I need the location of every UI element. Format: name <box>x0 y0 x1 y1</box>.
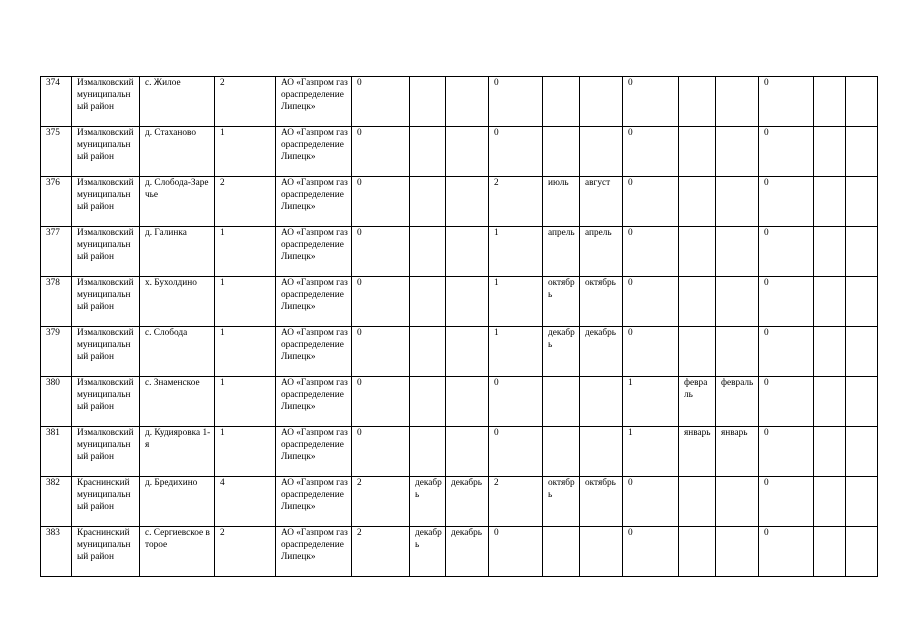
value-cell-c4: 1 <box>489 227 543 277</box>
value-cell-c10: 0 <box>759 177 814 227</box>
value-cell-c6: октябрь <box>580 477 623 527</box>
table-row <box>41 127 878 177</box>
value-cell-c2 <box>410 127 446 177</box>
value-cell-c5 <box>543 377 580 427</box>
row-number-cell: 379 <box>41 327 72 377</box>
row-number-cell: 380 <box>41 377 72 427</box>
value-cell-c12 <box>846 127 878 177</box>
table-row <box>41 377 878 427</box>
value-cell-c6 <box>580 377 623 427</box>
value-cell-c9 <box>716 227 759 277</box>
value-cell-c1: 0 <box>352 427 410 477</box>
value-cell-c4: 0 <box>489 527 543 577</box>
value-cell-c8 <box>679 127 716 177</box>
count-cell: 1 <box>215 277 276 327</box>
value-cell-c2 <box>410 427 446 477</box>
value-cell-c6 <box>580 527 623 577</box>
count-cell: 1 <box>215 427 276 477</box>
settlement-cell: с. Сергиевское второе <box>140 527 215 577</box>
value-cell-c6: август <box>580 177 623 227</box>
settlement-cell: х. Бухолдино <box>140 277 215 327</box>
value-cell-c6 <box>580 77 623 127</box>
table-row <box>41 427 878 477</box>
value-cell-c6 <box>580 127 623 177</box>
value-cell-c10: 0 <box>759 127 814 177</box>
value-cell-c9 <box>716 327 759 377</box>
value-cell-c8 <box>679 527 716 577</box>
value-cell-c8 <box>679 327 716 377</box>
row-number-cell: 381 <box>41 427 72 477</box>
value-cell-c4: 2 <box>489 177 543 227</box>
value-cell-c12 <box>846 177 878 227</box>
organization-cell: АО «Газпром газораспределение Липецк» <box>276 377 352 427</box>
row-number-cell: 383 <box>41 527 72 577</box>
value-cell-c1: 0 <box>352 227 410 277</box>
value-cell-c2: декабрь <box>410 477 446 527</box>
value-cell-c7: 0 <box>623 127 679 177</box>
value-cell-c12 <box>846 77 878 127</box>
district-cell: Измалковский муниципальный район <box>72 77 140 127</box>
value-cell-c3 <box>446 427 489 477</box>
value-cell-c11 <box>814 127 846 177</box>
row-number-cell: 382 <box>41 477 72 527</box>
settlement-cell: с. Жилое <box>140 77 215 127</box>
value-cell-c1: 0 <box>352 277 410 327</box>
count-cell: 4 <box>215 477 276 527</box>
count-cell: 2 <box>215 177 276 227</box>
settlement-cell: д. Кудияровка 1-я <box>140 427 215 477</box>
district-cell: Измалковский муниципальный район <box>72 327 140 377</box>
value-cell-c12 <box>846 327 878 377</box>
organization-cell: АО «Газпром газораспределение Липецк» <box>276 477 352 527</box>
organization-cell: АО «Газпром газораспределение Липецк» <box>276 177 352 227</box>
row-number-cell: 378 <box>41 277 72 327</box>
value-cell-c8 <box>679 277 716 327</box>
value-cell-c10: 0 <box>759 227 814 277</box>
value-cell-c8: февраль <box>679 377 716 427</box>
value-cell-c11 <box>814 277 846 327</box>
table-row <box>41 277 878 327</box>
value-cell-c8 <box>679 177 716 227</box>
settlement-cell: д. Бредихино <box>140 477 215 527</box>
value-cell-c1: 0 <box>352 377 410 427</box>
value-cell-c7: 0 <box>623 527 679 577</box>
value-cell-c4: 2 <box>489 477 543 527</box>
value-cell-c12 <box>846 227 878 277</box>
value-cell-c1: 2 <box>352 477 410 527</box>
value-cell-c11 <box>814 177 846 227</box>
value-cell-c6 <box>580 427 623 477</box>
value-cell-c5: апрель <box>543 227 580 277</box>
value-cell-c8 <box>679 77 716 127</box>
value-cell-c5: октябрь <box>543 477 580 527</box>
value-cell-c12 <box>846 377 878 427</box>
district-cell: Краснинский муниципальный район <box>72 477 140 527</box>
value-cell-c11 <box>814 477 846 527</box>
value-cell-c5: октябрь <box>543 277 580 327</box>
table-row <box>41 477 878 527</box>
value-cell-c10: 0 <box>759 277 814 327</box>
row-number-cell: 374 <box>41 77 72 127</box>
value-cell-c11 <box>814 527 846 577</box>
value-cell-c9 <box>716 477 759 527</box>
value-cell-c11 <box>814 77 846 127</box>
district-cell: Измалковский муниципальный район <box>72 177 140 227</box>
value-cell-c5 <box>543 77 580 127</box>
value-cell-c4: 1 <box>489 327 543 377</box>
value-cell-c7: 0 <box>623 277 679 327</box>
count-cell: 1 <box>215 377 276 427</box>
count-cell: 2 <box>215 527 276 577</box>
value-cell-c10: 0 <box>759 77 814 127</box>
organization-cell: АО «Газпром газораспределение Липецк» <box>276 77 352 127</box>
value-cell-c9 <box>716 527 759 577</box>
value-cell-c3 <box>446 327 489 377</box>
value-cell-c11 <box>814 427 846 477</box>
value-cell-c12 <box>846 427 878 477</box>
value-cell-c12 <box>846 277 878 327</box>
organization-cell: АО «Газпром газораспределение Липецк» <box>276 127 352 177</box>
table-row <box>41 327 878 377</box>
table-body <box>41 77 878 577</box>
organization-cell: АО «Газпром газораспределение Липецк» <box>276 327 352 377</box>
count-cell: 1 <box>215 227 276 277</box>
district-cell: Измалковский муниципальный район <box>72 227 140 277</box>
value-cell-c1: 0 <box>352 177 410 227</box>
value-cell-c1: 0 <box>352 77 410 127</box>
value-cell-c5: июль <box>543 177 580 227</box>
district-cell: Измалковский муниципальный район <box>72 127 140 177</box>
value-cell-c1: 0 <box>352 127 410 177</box>
value-cell-c10: 0 <box>759 377 814 427</box>
value-cell-c5: декабрь <box>543 327 580 377</box>
value-cell-c6: декабрь <box>580 327 623 377</box>
value-cell-c9: февраль <box>716 377 759 427</box>
value-cell-c3 <box>446 277 489 327</box>
district-cell: Измалковский муниципальный район <box>72 277 140 327</box>
value-cell-c7: 1 <box>623 427 679 477</box>
table-row <box>41 227 878 277</box>
value-cell-c11 <box>814 227 846 277</box>
district-cell: Краснинский муниципальный район <box>72 527 140 577</box>
value-cell-c4: 0 <box>489 427 543 477</box>
value-cell-c9 <box>716 277 759 327</box>
value-cell-c2 <box>410 77 446 127</box>
value-cell-c7: 0 <box>623 477 679 527</box>
count-cell: 1 <box>215 127 276 177</box>
value-cell-c3: декабрь <box>446 477 489 527</box>
value-cell-c4: 0 <box>489 377 543 427</box>
organization-cell: АО «Газпром газораспределение Липецк» <box>276 227 352 277</box>
row-number-cell: 375 <box>41 127 72 177</box>
value-cell-c4: 0 <box>489 127 543 177</box>
organization-cell: АО «Газпром газораспределение Липецк» <box>276 277 352 327</box>
value-cell-c2 <box>410 377 446 427</box>
table-row <box>41 527 878 577</box>
settlement-cell: с. Знаменское <box>140 377 215 427</box>
value-cell-c2 <box>410 227 446 277</box>
gasification-schedule-table <box>40 76 878 577</box>
settlement-cell: д. Слобода-Заречье <box>140 177 215 227</box>
value-cell-c3 <box>446 377 489 427</box>
count-cell: 2 <box>215 77 276 127</box>
table-row <box>41 77 878 127</box>
value-cell-c10: 0 <box>759 477 814 527</box>
value-cell-c3 <box>446 177 489 227</box>
value-cell-c9 <box>716 127 759 177</box>
district-cell: Измалковский муниципальный район <box>72 427 140 477</box>
row-number-cell: 376 <box>41 177 72 227</box>
value-cell-c10: 0 <box>759 327 814 377</box>
organization-cell: АО «Газпром газораспределение Липецк» <box>276 427 352 477</box>
value-cell-c2 <box>410 277 446 327</box>
value-cell-c3: декабрь <box>446 527 489 577</box>
value-cell-c10: 0 <box>759 527 814 577</box>
value-cell-c7: 0 <box>623 77 679 127</box>
value-cell-c8 <box>679 227 716 277</box>
value-cell-c2 <box>410 177 446 227</box>
settlement-cell: д. Стаханово <box>140 127 215 177</box>
value-cell-c3 <box>446 227 489 277</box>
value-cell-c12 <box>846 477 878 527</box>
row-number-cell: 377 <box>41 227 72 277</box>
value-cell-c8 <box>679 477 716 527</box>
table-row <box>41 177 878 227</box>
settlement-cell: с. Слобода <box>140 327 215 377</box>
value-cell-c4: 0 <box>489 77 543 127</box>
value-cell-c9: январь <box>716 427 759 477</box>
value-cell-c8: январь <box>679 427 716 477</box>
value-cell-c3 <box>446 77 489 127</box>
value-cell-c10: 0 <box>759 427 814 477</box>
district-cell: Измалковский муниципальный район <box>72 377 140 427</box>
value-cell-c6: октябрь <box>580 277 623 327</box>
value-cell-c11 <box>814 327 846 377</box>
value-cell-c12 <box>846 527 878 577</box>
value-cell-c7: 0 <box>623 227 679 277</box>
settlement-cell: д. Галинка <box>140 227 215 277</box>
value-cell-c9 <box>716 177 759 227</box>
value-cell-c2: декабрь <box>410 527 446 577</box>
value-cell-c6: апрель <box>580 227 623 277</box>
value-cell-c1: 0 <box>352 327 410 377</box>
value-cell-c7: 1 <box>623 377 679 427</box>
value-cell-c2 <box>410 327 446 377</box>
organization-cell: АО «Газпром газораспределение Липецк» <box>276 527 352 577</box>
value-cell-c9 <box>716 77 759 127</box>
count-cell: 1 <box>215 327 276 377</box>
value-cell-c5 <box>543 127 580 177</box>
value-cell-c11 <box>814 377 846 427</box>
value-cell-c4: 1 <box>489 277 543 327</box>
value-cell-c1: 2 <box>352 527 410 577</box>
value-cell-c5 <box>543 427 580 477</box>
value-cell-c5 <box>543 527 580 577</box>
value-cell-c7: 0 <box>623 177 679 227</box>
value-cell-c7: 0 <box>623 327 679 377</box>
value-cell-c3 <box>446 127 489 177</box>
